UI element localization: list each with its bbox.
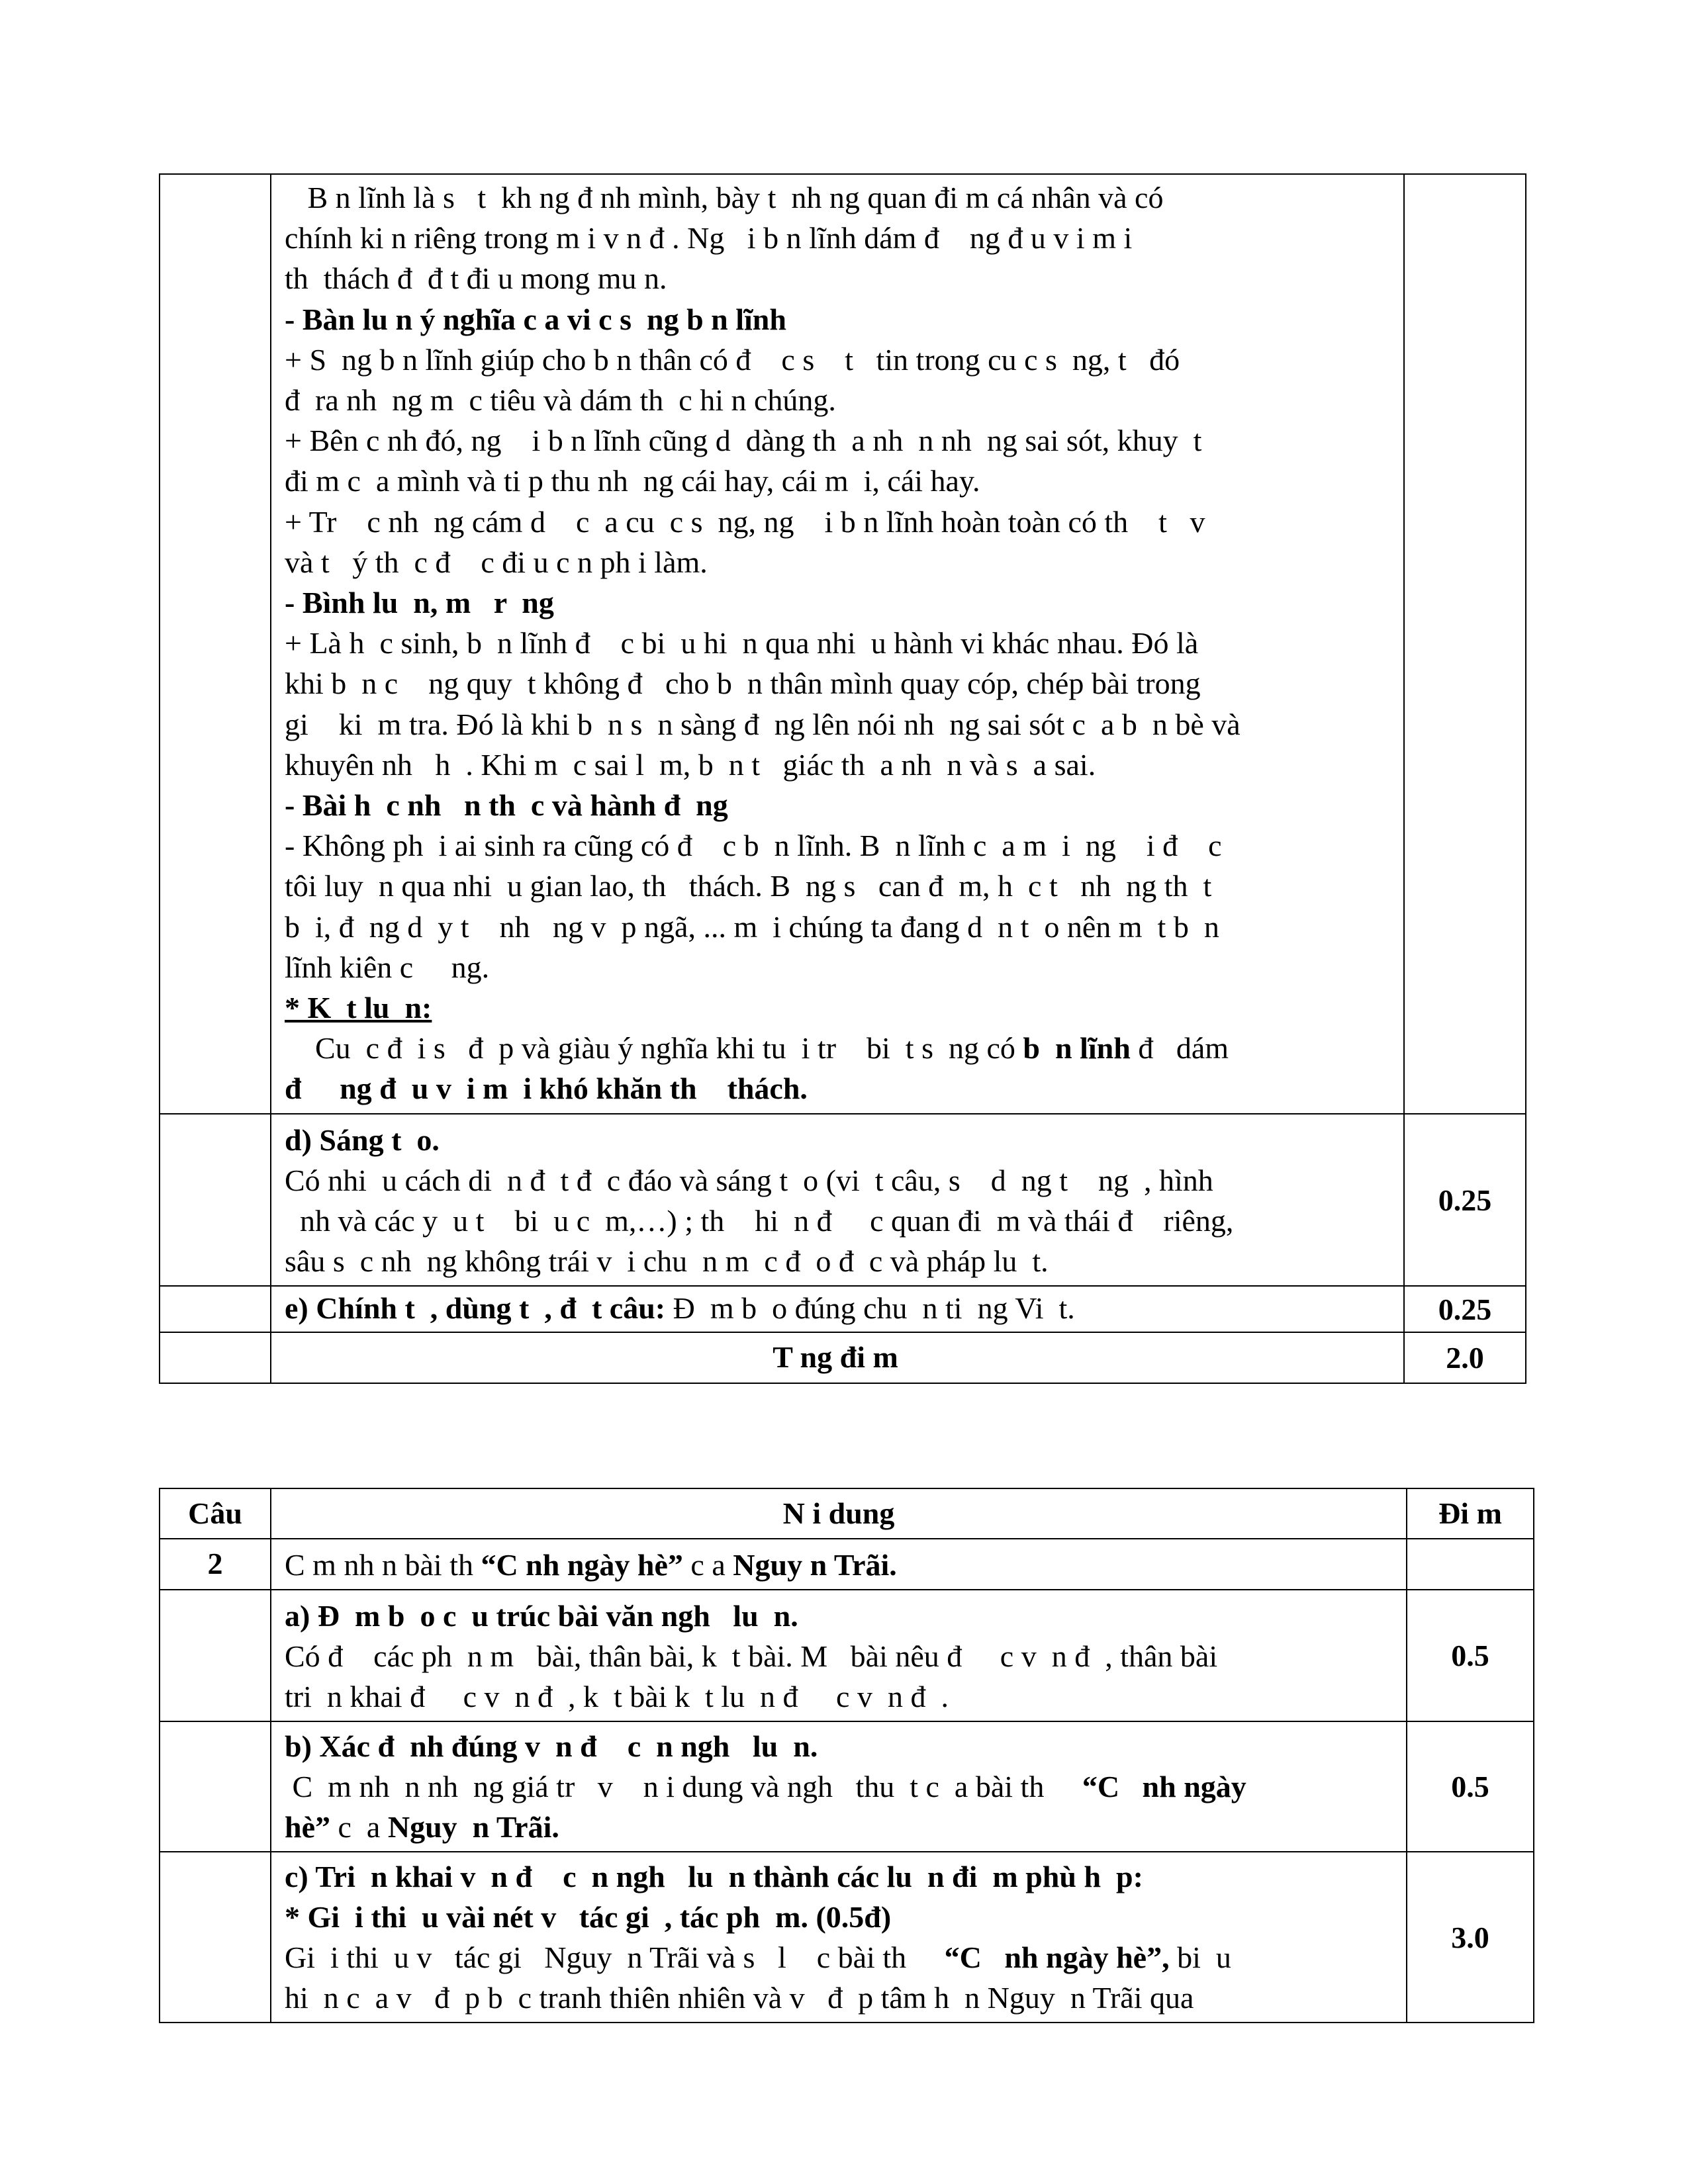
criteria-d-line: Có nhi u cách di n đ t đ c đáo và sáng t o (vi t câu, s d ng t ng , hình [285, 1163, 1213, 1197]
conclusion-heading: * K t lu n: [285, 991, 432, 1025]
section-heading: - Bàn lu n ý nghĩa c a vi c s ng b n lĩnh [285, 302, 786, 336]
table-row [160, 1539, 1534, 1590]
criteria-e-score: 0.25 [1404, 1286, 1526, 1332]
question-number-cell [160, 1721, 271, 1852]
score-cell [1404, 174, 1526, 1114]
content-line: khuyên nh h . Khi m c sai l m, b n t giác th a nh n và s a sai. [285, 747, 1096, 782]
header-question: Câu [160, 1488, 271, 1539]
question-number-cell [160, 1286, 271, 1332]
criteria-e-label: e) Chính t , dùng t , đ t câu: [285, 1291, 666, 1326]
content-line: gi ki m tra. Đó là khi b n s n sàng đ ng lên nói nh ng sai sót c a b n bè và [285, 707, 1241, 741]
total-label: T ng đi m [271, 1332, 1404, 1383]
content-line: + Bên c nh đó, ng i b n lĩnh cũng d dàng th a nh n nh ng sai sót, khuy t [285, 424, 1202, 458]
criteria-c-line: hi n c a v đ p b c tranh thiên nhiên và v đ p tâm h n Nguy n Trãi qua [285, 1981, 1194, 2015]
criteria-a-score: 0.5 [1407, 1590, 1534, 1721]
block-c-lines [285, 177, 1386, 987]
table-row [160, 1332, 1526, 1383]
table-row [160, 1114, 1526, 1287]
table-row [160, 1286, 1526, 1332]
total-score: 2.0 [1404, 1332, 1526, 1383]
section-heading: - Bài h c nh n th c và hành đ ng [285, 788, 728, 823]
content-line: + Tr c nh ng cám d c a cu c s ng, ng i b n lĩnh hoàn toàn có th t v [285, 504, 1205, 539]
content-line: chính ki n riêng trong m i v n đ . Ng i b n lĩnh dám đ ng đ u v i m i [285, 221, 1133, 255]
content-line: B n lĩnh là s t kh ng đ nh mình, bày t nh ng quan đi m cá nhân và có [285, 181, 1164, 214]
table-row [160, 174, 1526, 1114]
criteria-d-line: sâu s c nh ng không trái v i chu n m c đ o đ c và pháp lu t. [285, 1244, 1049, 1279]
criteria-e-text: Đ m b o đúng chu n ti ng Vi t. [665, 1291, 1075, 1326]
header-score: Đi m [1407, 1488, 1534, 1539]
scoring-table-part1 [159, 173, 1526, 1384]
content-line: đ ra nh ng m c tiêu và dám th c hi n chúng. [285, 383, 836, 418]
criteria-b-score: 0.5 [1407, 1721, 1534, 1852]
conclusion-line-2: đ ng đ u v i m i khó khăn th thách. [285, 1071, 808, 1106]
header-content: N i dung [271, 1488, 1407, 1539]
criteria-a-cell [271, 1590, 1407, 1721]
criteria-a-heading: a) Đ m b o c u trúc bài văn ngh lu n. [285, 1599, 798, 1633]
question-number-cell [160, 1590, 271, 1721]
content-line: đi m c a mình và ti p thu nh ng cái hay, cái m i, cái hay. [285, 464, 980, 498]
question-number-cell [160, 1114, 271, 1287]
question-number-cell [160, 1332, 271, 1383]
question-number: 2 [160, 1539, 271, 1590]
criteria-c-sub: * Gi i thi u vài nét v tác gi , tác ph m. (0.5đ) [285, 1900, 892, 1934]
content-line: + Là h c sinh, b n lĩnh đ c bi u hi n qua nhi u hành vi khác nhau. Đó là [285, 626, 1199, 660]
criteria-d-cell [271, 1114, 1404, 1287]
score-cell [1407, 1539, 1534, 1590]
content-line: b i, đ ng d y t nh ng v p ngã, ... m i chúng ta đang d n t o nên m t b n [285, 909, 1219, 944]
criteria-a-line: Có đ các ph n m bài, thân bài, k t bài. M bài nêu đ c v n đ , thân bài [285, 1639, 1218, 1673]
table-row [160, 1721, 1534, 1852]
section-heading: - Bình lu n, m r ng [285, 586, 554, 620]
content-line: th thách đ đ t đi u mong mu n. [285, 261, 667, 296]
table-row [160, 1852, 1534, 2023]
criteria-b-heading: b) Xác đ nh đúng v n đ c n ngh lu n. [285, 1729, 818, 1763]
table-row [160, 1590, 1534, 1721]
criteria-c-score: 3.0 [1407, 1852, 1534, 2023]
content-line: lĩnh kiên c ng. [285, 950, 490, 984]
table-header-row [160, 1488, 1534, 1539]
content-line: tôi luy n qua nhi u gian lao, th thách. B ng s can đ m, h c t nh ng th t [285, 869, 1212, 903]
content-line: + S ng b n lĩnh giúp cho b n thân có đ c s t tin trong cu c s ng, t đó [285, 342, 1180, 377]
criteria-d-line: nh và các y u t bi u c m,…) ; th hi n đ c quan đi m và thái đ riêng, [285, 1204, 1234, 1238]
criteria-c-cell: c) Tri n khai v n đ c n ngh lu n thành các lu n đi m phù h p: * Gi i thi u vài nét v tác gi , tác ph m. (0.5đ) Gi i thi u v tác gi Nguy n Trãi và s l c bài th “C nh ngày hè”, bi u hi n c a v đ p b c tranh thiên nhiên và v đ p tâm h n Nguy n Trãi qua [271, 1852, 1407, 2023]
scoring-table-part2 [159, 1488, 1534, 2023]
question-text: C m nh n bài th “C nh ngày hè” c a Nguy n Trãi. [271, 1539, 1407, 1590]
criteria-a-line: tri n khai đ c v n đ , k t bài k t lu n đ c v n đ . [285, 1680, 949, 1713]
content-line: và t ý th c đ c đi u c n ph i làm. [285, 545, 708, 579]
content-cell [271, 174, 1404, 1114]
question-number-cell [160, 174, 271, 1114]
question-number-cell [160, 1852, 271, 2023]
criteria-d-heading: d) Sáng t o. [285, 1122, 440, 1157]
conclusion-line-1: Cu c đ i s đ p và giàu ý nghĩa khi tu i tr bi t s ng có b n lĩnh đ dám [285, 1031, 1229, 1066]
content-line: khi b n c ng quy t không đ cho b n thân mình quay cóp, chép bài trong [285, 666, 1201, 701]
criteria-d-score: 0.25 [1404, 1114, 1526, 1287]
criteria-c-heading: c) Tri n khai v n đ c n ngh lu n thành các lu n đi m phù h p: [285, 1860, 1143, 1893]
criteria-b-cell: b) Xác đ nh đúng v n đ c n ngh lu n. C m nh n nh ng giá tr v n i dung và ngh thu t c a bài th “C nh ngày hè” c a Nguy n Trãi. [271, 1721, 1407, 1852]
criteria-e-cell [271, 1286, 1404, 1332]
content-line: - Không ph i ai sinh ra cũng có đ c b n lĩnh. B n lĩnh c a m i ng i đ c [285, 829, 1222, 863]
